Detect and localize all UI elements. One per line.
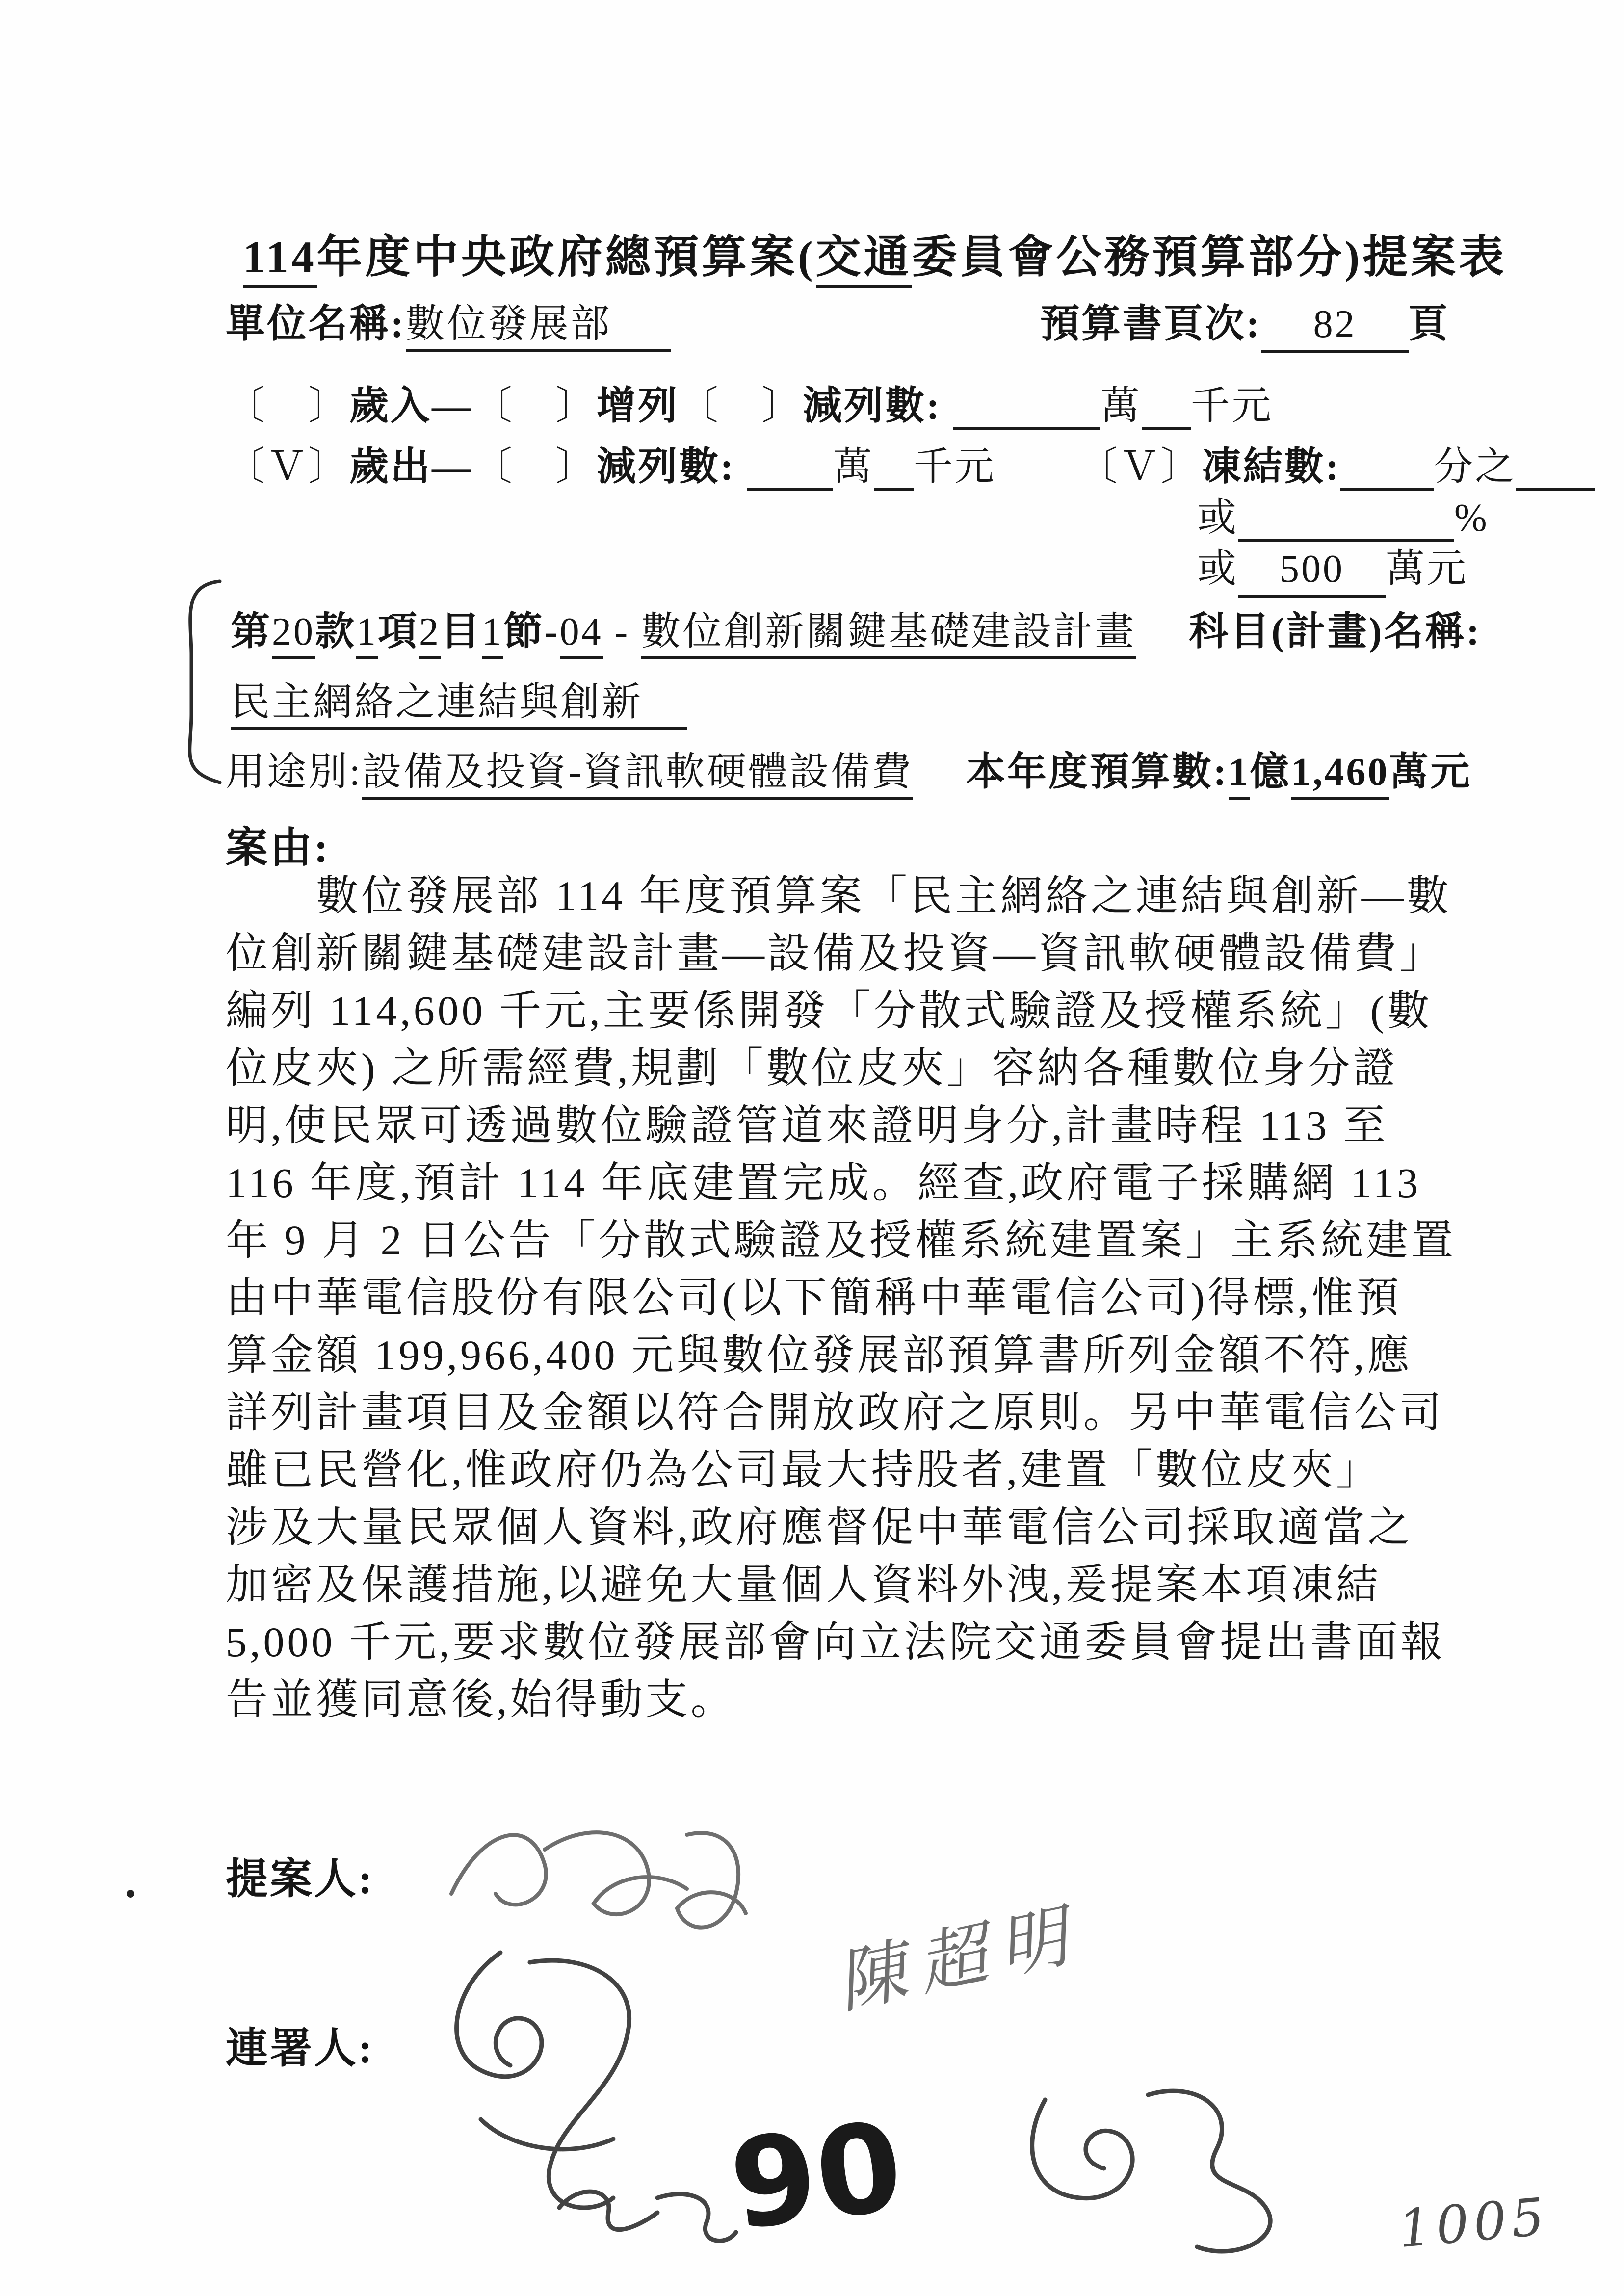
subject-name-label: 科目(計畫)名稱: [1189, 610, 1482, 653]
case-text-line: 詳列計畫項目及金額以符合開放政府之原則。另中華電信公司 [226, 1389, 1444, 1436]
title-tail: 委員會公務預算部分)提案表 [912, 232, 1507, 282]
case-text-line: 雖已民營化,惟政府仍為公司最大持股者,建置「數位皮夾」 [226, 1446, 1381, 1493]
budget-page-value: 82 [1261, 302, 1409, 353]
item-dash: - [602, 610, 642, 653]
cosigner-label: 連署人: [226, 2025, 374, 2072]
freeze-checkbox-checked: 〔Ｖ〕 [1078, 445, 1202, 489]
item-code: 04 [560, 610, 603, 659]
case-text-line: 編列 114,600 千元,主要係開發「分散式驗證及授權系統」(數 [226, 987, 1433, 1034]
case-text-line: 加密及保護措施,以避免大量個人資料外洩,爰提案本項凍結 [226, 1561, 1381, 1608]
cosigner-signature-stroke [457, 1953, 542, 2077]
page-title [243, 221, 1507, 286]
expense-cut-label: 減列數: [597, 445, 735, 489]
or-amount-prefix: 或 [1197, 548, 1238, 591]
item-xiang-no: 1 [356, 610, 378, 659]
freeze-numerator-blank [1340, 449, 1434, 491]
expense-row [226, 435, 1595, 491]
expense-amount-blank [747, 449, 833, 491]
item-jie: 節- [503, 610, 560, 653]
or-percent-blank [1238, 500, 1454, 542]
bracket-stroke [190, 581, 220, 783]
or-amount-value: 500 [1238, 547, 1386, 598]
item-kuan: 款 [315, 610, 356, 653]
handwritten-number: 90 [723, 2094, 910, 2258]
income-label: 歲入— [349, 385, 473, 428]
case-text-line: 位創新關鍵基礎建設計畫—設備及投資—資訊軟硬體設備費」 [226, 930, 1444, 977]
unit-name-row [226, 292, 671, 348]
or-percent-suffix: % [1454, 496, 1489, 540]
scan-speck [127, 1890, 134, 1898]
case-text-line: 算金額 199,966,400 元與數位發展部預算書所列金額不符,應 [226, 1331, 1413, 1379]
income-amount-blank [953, 388, 1100, 430]
case-text-line: 告並獲同意後,始得動支。 [226, 1676, 736, 1723]
item-jie-no: 1 [482, 610, 503, 659]
case-text-line: 5,000 千元,要求數位發展部會向立法院交通委員會提出書面報 [226, 1618, 1446, 1666]
freeze-denominator-blank [1516, 449, 1595, 491]
case-text-line: 數位發展部 114 年度預算案「民主網絡之連結與創新—數 [316, 872, 1452, 919]
case-text-line: 116 年度,預計 114 年底建置完成。經查,政府電子採購網 113 [226, 1159, 1421, 1206]
case-body [226, 867, 1456, 1728]
case-text-line: 明,使民眾可透過數位驗證管道來證明身分,計畫時程 113 至 [226, 1102, 1388, 1149]
cosigner-signature-stroke [481, 2119, 613, 2149]
usage-label: 用途別: [226, 751, 363, 794]
budget-page-label: 預算書頁次: [1040, 303, 1261, 346]
expense-wan-unit: 萬 [833, 445, 874, 489]
title-mid: 年度中央政府總預算案( [316, 232, 816, 282]
budget-page-row [1040, 292, 1450, 353]
income-checkbox-empty-3: 〔 〕 [679, 385, 803, 428]
income-row [226, 374, 1273, 430]
cosigner-handwritten-name: 陳超明 [830, 1894, 1088, 2024]
usage-value: 設備及投資-資訊軟硬體設備費 [362, 751, 913, 800]
annual-budget-suffix: 萬元 [1389, 751, 1472, 794]
subject-value: 民主網絡之連結與創新 [231, 681, 687, 730]
title-year: 114 [243, 232, 317, 288]
annual-budget-label: 本年度預算數: [966, 751, 1229, 794]
expense-qianyuan-unit: 千元 [913, 445, 996, 489]
item-di: 第 [231, 610, 272, 653]
case-text-line: 由中華電信股份有限公司(以下簡稱中華電信公司)得標,惟預 [226, 1274, 1402, 1321]
cosigner-signature-stroke [1148, 2091, 1270, 2251]
income-add-label: 增列 [597, 385, 679, 428]
freeze-fenzhi-label: 分之 [1434, 445, 1517, 489]
expense-checkbox-empty: 〔 〕 [473, 445, 597, 489]
proposer-label: 提案人: [226, 1855, 374, 1903]
case-text-line: 涉及大量民眾個人資料,政府應督促中華電信公司採取適當之 [226, 1504, 1413, 1551]
cosigner-signature-stroke [1032, 2100, 1133, 2198]
item-row [231, 600, 1481, 656]
income-wan-unit: 萬 [1100, 385, 1142, 428]
cosigner-signature-stroke [559, 2192, 736, 2241]
annual-budget-yi: 億 [1250, 751, 1291, 794]
proposer-signature-stroke [451, 1835, 546, 1905]
expense-checkbox-checked: 〔Ｖ〕 [226, 445, 349, 489]
case-label: 案由: [226, 824, 330, 871]
or-amount-suffix: 萬元 [1386, 548, 1468, 591]
subject-value-row [231, 670, 687, 727]
unit-name-value: 數位發展部 [406, 303, 671, 352]
cosigner-signature-stroke [530, 1960, 629, 2208]
item-project-name: 數位創新關鍵基礎建設計畫 [641, 610, 1136, 659]
or-percent-prefix: 或 [1197, 496, 1238, 540]
item-kuan-no: 20 [272, 610, 315, 659]
budget-page-suffix: 頁 [1408, 303, 1450, 346]
proposer-signature-stroke [677, 1833, 746, 1927]
usage-row [226, 740, 1472, 796]
case-text-line: 年 9 月 2 日公告「分散式驗證及授權系統建置案」主系統建置 [226, 1217, 1456, 1264]
income-thousand-blank [1142, 388, 1191, 430]
corner-handwritten-note: 1005 [1396, 2186, 1551, 2260]
expense-thousand-blank [874, 449, 914, 491]
income-checkbox-empty-1: 〔 〕 [226, 385, 349, 428]
income-qianyuan-unit: 千元 [1190, 385, 1273, 428]
proposer-signature-stroke [545, 1832, 687, 1914]
or-percent-row [1197, 486, 1489, 542]
income-checkbox-empty-2: 〔 〕 [473, 385, 597, 428]
annual-budget-v2: 1,460 [1291, 751, 1389, 800]
unit-name-label: 單位名稱: [226, 303, 406, 346]
or-amount-row [1197, 537, 1468, 598]
income-cut-label: 減列數: [803, 385, 942, 428]
item-mu-no: 2 [419, 610, 441, 659]
title-committee: 交通 [816, 232, 912, 288]
annual-budget-v1: 1 [1229, 751, 1250, 800]
freeze-label: 凍結數: [1202, 445, 1341, 489]
hand-drawn-bracket [162, 576, 236, 792]
item-xiang: 項 [378, 610, 419, 653]
expense-label: 歲出— [349, 445, 473, 489]
case-text-line: 位皮夾) 之所需經費,規劃「數位皮夾」容納各種數位身分證 [226, 1044, 1398, 1092]
item-mu: 目 [441, 610, 482, 653]
